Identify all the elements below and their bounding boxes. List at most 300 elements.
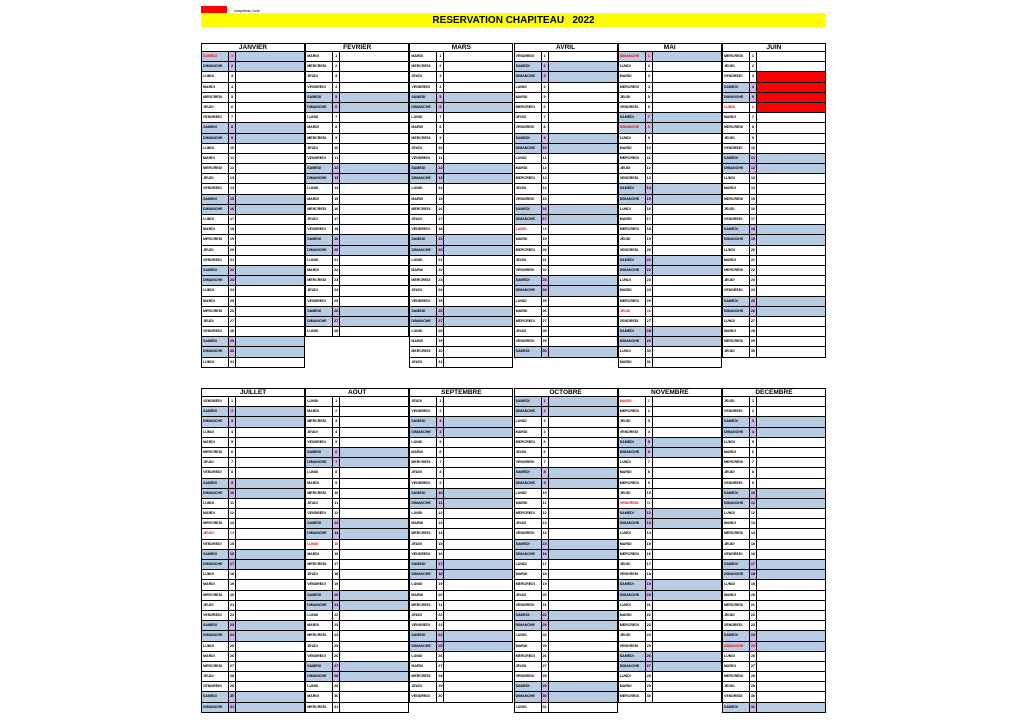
day-row[interactable]: [618, 164, 722, 174]
reservation-cell[interactable]: [653, 144, 721, 153]
day-row[interactable]: [722, 703, 826, 713]
day-row[interactable]: [618, 540, 722, 550]
day-row[interactable]: [201, 337, 305, 347]
reservation-cell[interactable]: [549, 468, 617, 477]
day-row[interactable]: [201, 703, 305, 713]
reservation-cell[interactable]: [340, 144, 408, 153]
day-row[interactable]: [514, 479, 618, 489]
day-row[interactable]: [514, 397, 618, 407]
reservation-cell[interactable]: [549, 134, 617, 143]
day-row[interactable]: [514, 570, 618, 580]
day-row[interactable]: [722, 397, 826, 407]
day-row[interactable]: [618, 195, 722, 205]
reservation-cell[interactable]: [757, 235, 825, 244]
day-row[interactable]: [722, 93, 826, 103]
day-row[interactable]: [201, 286, 305, 296]
day-row[interactable]: [201, 692, 305, 702]
reservation-cell[interactable]: [549, 631, 617, 640]
reservation-cell[interactable]: [757, 448, 825, 457]
day-row[interactable]: [409, 519, 513, 529]
day-row[interactable]: [201, 652, 305, 662]
reservation-cell[interactable]: [340, 266, 408, 275]
reservation-cell[interactable]: [757, 682, 825, 691]
reservation-cell[interactable]: [653, 195, 721, 204]
day-row[interactable]: [722, 266, 826, 276]
reservation-cell[interactable]: [653, 519, 721, 528]
reservation-cell[interactable]: [236, 205, 304, 214]
reservation-cell[interactable]: [757, 297, 825, 306]
reservation-cell[interactable]: [549, 276, 617, 285]
day-row[interactable]: [514, 103, 618, 113]
reservation-cell[interactable]: [757, 113, 825, 122]
reservation-cell[interactable]: [757, 347, 825, 356]
day-row[interactable]: [409, 580, 513, 590]
reservation-cell[interactable]: [444, 570, 512, 579]
reservation-cell[interactable]: [549, 286, 617, 295]
day-row[interactable]: [618, 347, 722, 357]
reservation-cell[interactable]: [340, 83, 408, 92]
reservation-cell[interactable]: [757, 307, 825, 316]
reservation-cell[interactable]: [757, 174, 825, 183]
day-row[interactable]: [305, 83, 409, 93]
day-row[interactable]: [618, 327, 722, 337]
day-row[interactable]: [409, 448, 513, 458]
reservation-cell[interactable]: [236, 479, 304, 488]
day-row[interactable]: [618, 489, 722, 499]
reservation-cell[interactable]: [757, 184, 825, 193]
day-row[interactable]: [201, 123, 305, 133]
reservation-cell[interactable]: [340, 468, 408, 477]
day-row[interactable]: [409, 509, 513, 519]
reservation-cell[interactable]: [653, 458, 721, 467]
day-row[interactable]: [305, 174, 409, 184]
day-row[interactable]: [305, 195, 409, 205]
reservation-cell[interactable]: [549, 692, 617, 701]
day-row[interactable]: [722, 144, 826, 154]
day-row[interactable]: [409, 642, 513, 652]
reservation-cell[interactable]: [653, 621, 721, 630]
reservation-cell[interactable]: [549, 662, 617, 671]
day-row[interactable]: [618, 458, 722, 468]
day-row[interactable]: [618, 174, 722, 184]
reservation-cell[interactable]: [757, 540, 825, 549]
day-row[interactable]: [409, 93, 513, 103]
day-row[interactable]: [201, 235, 305, 245]
reservation-cell[interactable]: [549, 123, 617, 132]
reservation-cell[interactable]: [340, 113, 408, 122]
day-row[interactable]: [514, 52, 618, 62]
day-row[interactable]: [722, 448, 826, 458]
day-row[interactable]: [514, 337, 618, 347]
day-row[interactable]: [722, 62, 826, 72]
day-row[interactable]: [305, 591, 409, 601]
day-row[interactable]: [305, 417, 409, 427]
reservation-cell[interactable]: [340, 256, 408, 265]
day-row[interactable]: [722, 682, 826, 692]
reservation-cell[interactable]: [549, 113, 617, 122]
day-row[interactable]: [201, 540, 305, 550]
reservation-cell[interactable]: [653, 62, 721, 71]
day-row[interactable]: [305, 570, 409, 580]
reservation-cell[interactable]: [444, 358, 512, 367]
reservation-cell[interactable]: [549, 184, 617, 193]
reservation-cell[interactable]: [340, 621, 408, 630]
day-row[interactable]: [514, 692, 618, 702]
reservation-cell[interactable]: [340, 286, 408, 295]
reservation-cell[interactable]: [653, 489, 721, 498]
day-row[interactable]: [514, 307, 618, 317]
reservation-cell[interactable]: [757, 570, 825, 579]
day-row[interactable]: [618, 417, 722, 427]
day-row[interactable]: [201, 134, 305, 144]
day-row[interactable]: [201, 458, 305, 468]
day-row[interactable]: [305, 154, 409, 164]
day-row[interactable]: [722, 164, 826, 174]
day-row[interactable]: [201, 256, 305, 266]
reservation-cell[interactable]: [444, 631, 512, 640]
reservation-cell[interactable]: [340, 205, 408, 214]
day-row[interactable]: [305, 479, 409, 489]
reservation-cell[interactable]: [236, 631, 304, 640]
day-row[interactable]: [514, 134, 618, 144]
reservation-cell[interactable]: [340, 417, 408, 426]
day-row[interactable]: [305, 458, 409, 468]
day-row[interactable]: [305, 529, 409, 539]
day-row[interactable]: [514, 286, 618, 296]
day-row[interactable]: [409, 72, 513, 82]
day-row[interactable]: [722, 297, 826, 307]
reservation-cell[interactable]: [757, 580, 825, 589]
reservation-cell[interactable]: [757, 256, 825, 265]
day-row[interactable]: [722, 479, 826, 489]
reservation-cell[interactable]: [340, 407, 408, 416]
day-row[interactable]: [514, 327, 618, 337]
reservation-cell[interactable]: [653, 327, 721, 336]
reservation-cell[interactable]: [236, 174, 304, 183]
reservation-cell[interactable]: [444, 519, 512, 528]
reservation-cell[interactable]: [236, 184, 304, 193]
day-row[interactable]: [201, 72, 305, 82]
reservation-cell[interactable]: [653, 52, 721, 61]
reservation-cell[interactable]: [236, 246, 304, 255]
reservation-cell[interactable]: [653, 417, 721, 426]
reservation-cell[interactable]: [340, 397, 408, 406]
reservation-cell[interactable]: [549, 297, 617, 306]
reservation-cell[interactable]: [236, 580, 304, 589]
day-row[interactable]: [409, 631, 513, 641]
day-row[interactable]: [201, 164, 305, 174]
reservation-cell[interactable]: [757, 215, 825, 224]
day-row[interactable]: [722, 438, 826, 448]
reservation-cell[interactable]: [549, 317, 617, 326]
day-row[interactable]: [201, 621, 305, 631]
day-row[interactable]: [722, 570, 826, 580]
day-row[interactable]: [201, 489, 305, 499]
reservation-cell[interactable]: [340, 327, 408, 336]
day-row[interactable]: [409, 307, 513, 317]
reservation-cell[interactable]: [757, 560, 825, 569]
reservation-cell[interactable]: [236, 509, 304, 518]
day-row[interactable]: [722, 642, 826, 652]
reservation-cell[interactable]: [340, 62, 408, 71]
reservation-cell[interactable]: [444, 225, 512, 234]
reservation-cell[interactable]: [653, 682, 721, 691]
reservation-cell[interactable]: [549, 560, 617, 569]
day-row[interactable]: [305, 631, 409, 641]
day-row[interactable]: [305, 672, 409, 682]
reservation-cell[interactable]: [444, 83, 512, 92]
reservation-cell[interactable]: [757, 317, 825, 326]
day-row[interactable]: [305, 580, 409, 590]
reservation-cell[interactable]: [757, 266, 825, 275]
reservation-cell[interactable]: [549, 154, 617, 163]
day-row[interactable]: [305, 407, 409, 417]
reservation-cell[interactable]: [653, 184, 721, 193]
reservation-cell[interactable]: [444, 407, 512, 416]
day-row[interactable]: [201, 479, 305, 489]
reservation-cell[interactable]: [757, 144, 825, 153]
day-row[interactable]: [618, 570, 722, 580]
day-row[interactable]: [514, 652, 618, 662]
day-row[interactable]: [514, 225, 618, 235]
day-row[interactable]: [409, 692, 513, 702]
reservation-cell[interactable]: [757, 479, 825, 488]
day-row[interactable]: [722, 417, 826, 427]
reservation-cell[interactable]: [340, 276, 408, 285]
day-row[interactable]: [409, 113, 513, 123]
reservation-cell[interactable]: [757, 72, 825, 81]
day-row[interactable]: [722, 103, 826, 113]
day-row[interactable]: [409, 570, 513, 580]
reservation-cell[interactable]: [444, 489, 512, 498]
day-row[interactable]: [201, 468, 305, 478]
reservation-cell[interactable]: [757, 509, 825, 518]
day-row[interactable]: [722, 235, 826, 245]
day-row[interactable]: [618, 215, 722, 225]
reservation-cell[interactable]: [757, 93, 825, 102]
day-row[interactable]: [514, 154, 618, 164]
reservation-cell[interactable]: [549, 652, 617, 661]
reservation-cell[interactable]: [549, 642, 617, 651]
reservation-cell[interactable]: [236, 397, 304, 406]
day-row[interactable]: [409, 489, 513, 499]
day-row[interactable]: [305, 397, 409, 407]
reservation-cell[interactable]: [757, 692, 825, 701]
day-row[interactable]: [201, 611, 305, 621]
day-row[interactable]: [305, 52, 409, 62]
day-row[interactable]: [409, 317, 513, 327]
day-row[interactable]: [201, 347, 305, 357]
reservation-cell[interactable]: [340, 529, 408, 538]
reservation-cell[interactable]: [236, 652, 304, 661]
reservation-cell[interactable]: [549, 407, 617, 416]
day-row[interactable]: [618, 266, 722, 276]
day-row[interactable]: [722, 246, 826, 256]
day-row[interactable]: [514, 438, 618, 448]
reservation-cell[interactable]: [549, 397, 617, 406]
reservation-cell[interactable]: [549, 347, 617, 356]
reservation-cell[interactable]: [653, 591, 721, 600]
reservation-cell[interactable]: [549, 703, 617, 712]
day-row[interactable]: [201, 397, 305, 407]
day-row[interactable]: [201, 448, 305, 458]
reservation-cell[interactable]: [444, 682, 512, 691]
day-row[interactable]: [722, 601, 826, 611]
reservation-cell[interactable]: [757, 225, 825, 234]
reservation-cell[interactable]: [444, 164, 512, 173]
day-row[interactable]: [514, 417, 618, 427]
reservation-cell[interactable]: [653, 499, 721, 508]
day-row[interactable]: [201, 358, 305, 368]
reservation-cell[interactable]: [549, 458, 617, 467]
reservation-cell[interactable]: [236, 144, 304, 153]
day-row[interactable]: [409, 286, 513, 296]
reservation-cell[interactable]: [653, 154, 721, 163]
reservation-cell[interactable]: [236, 550, 304, 559]
reservation-cell[interactable]: [653, 601, 721, 610]
reservation-cell[interactable]: [340, 134, 408, 143]
day-row[interactable]: [409, 235, 513, 245]
reservation-cell[interactable]: [236, 62, 304, 71]
day-row[interactable]: [305, 307, 409, 317]
day-row[interactable]: [201, 205, 305, 215]
day-row[interactable]: [618, 519, 722, 529]
day-row[interactable]: [201, 601, 305, 611]
reservation-cell[interactable]: [236, 235, 304, 244]
reservation-cell[interactable]: [340, 642, 408, 651]
day-row[interactable]: [722, 692, 826, 702]
day-row[interactable]: [618, 499, 722, 509]
reservation-cell[interactable]: [340, 235, 408, 244]
day-row[interactable]: [201, 154, 305, 164]
reservation-cell[interactable]: [340, 519, 408, 528]
day-row[interactable]: [618, 407, 722, 417]
reservation-cell[interactable]: [236, 519, 304, 528]
reservation-cell[interactable]: [757, 438, 825, 447]
reservation-cell[interactable]: [757, 672, 825, 681]
day-row[interactable]: [618, 72, 722, 82]
day-row[interactable]: [618, 205, 722, 215]
reservation-cell[interactable]: [444, 154, 512, 163]
reservation-cell[interactable]: [340, 297, 408, 306]
day-row[interactable]: [722, 591, 826, 601]
day-row[interactable]: [305, 297, 409, 307]
reservation-cell[interactable]: [653, 83, 721, 92]
day-row[interactable]: [722, 134, 826, 144]
day-row[interactable]: [305, 540, 409, 550]
day-row[interactable]: [618, 468, 722, 478]
reservation-cell[interactable]: [236, 417, 304, 426]
reservation-cell[interactable]: [236, 529, 304, 538]
reservation-cell[interactable]: [444, 692, 512, 701]
reservation-cell[interactable]: [340, 509, 408, 518]
day-row[interactable]: [618, 62, 722, 72]
reservation-cell[interactable]: [444, 347, 512, 356]
day-row[interactable]: [201, 225, 305, 235]
day-row[interactable]: [201, 276, 305, 286]
day-row[interactable]: [514, 195, 618, 205]
reservation-cell[interactable]: [444, 540, 512, 549]
reservation-cell[interactable]: [757, 529, 825, 538]
reservation-cell[interactable]: [757, 337, 825, 346]
reservation-cell[interactable]: [340, 195, 408, 204]
day-row[interactable]: [409, 195, 513, 205]
day-row[interactable]: [201, 93, 305, 103]
day-row[interactable]: [514, 601, 618, 611]
reservation-cell[interactable]: [549, 540, 617, 549]
reservation-cell[interactable]: [757, 499, 825, 508]
reservation-cell[interactable]: [444, 642, 512, 651]
reservation-cell[interactable]: [444, 499, 512, 508]
reservation-cell[interactable]: [549, 62, 617, 71]
day-row[interactable]: [514, 550, 618, 560]
reservation-cell[interactable]: [236, 611, 304, 620]
reservation-cell[interactable]: [236, 703, 304, 712]
day-row[interactable]: [409, 358, 513, 368]
reservation-cell[interactable]: [549, 195, 617, 204]
reservation-cell[interactable]: [236, 347, 304, 356]
day-row[interactable]: [722, 327, 826, 337]
reservation-cell[interactable]: [549, 438, 617, 447]
day-row[interactable]: [722, 286, 826, 296]
reservation-cell[interactable]: [340, 479, 408, 488]
day-row[interactable]: [201, 297, 305, 307]
day-row[interactable]: [722, 83, 826, 93]
reservation-cell[interactable]: [653, 509, 721, 518]
reservation-cell[interactable]: [444, 286, 512, 295]
day-row[interactable]: [305, 225, 409, 235]
reservation-cell[interactable]: [236, 93, 304, 102]
reservation-cell[interactable]: [236, 337, 304, 346]
day-row[interactable]: [514, 317, 618, 327]
reservation-cell[interactable]: [236, 164, 304, 173]
day-row[interactable]: [514, 407, 618, 417]
day-row[interactable]: [305, 184, 409, 194]
reservation-cell[interactable]: [236, 297, 304, 306]
reservation-cell[interactable]: [340, 682, 408, 691]
day-row[interactable]: [409, 83, 513, 93]
day-row[interactable]: [409, 479, 513, 489]
day-row[interactable]: [409, 205, 513, 215]
reservation-cell[interactable]: [757, 458, 825, 467]
day-row[interactable]: [618, 256, 722, 266]
reservation-cell[interactable]: [549, 550, 617, 559]
reservation-cell[interactable]: [444, 256, 512, 265]
day-row[interactable]: [201, 519, 305, 529]
reservation-cell[interactable]: [340, 225, 408, 234]
day-row[interactable]: [618, 317, 722, 327]
day-row[interactable]: [618, 235, 722, 245]
reservation-cell[interactable]: [236, 72, 304, 81]
day-row[interactable]: [722, 580, 826, 590]
day-row[interactable]: [409, 601, 513, 611]
day-row[interactable]: [514, 184, 618, 194]
day-row[interactable]: [409, 529, 513, 539]
day-row[interactable]: [722, 662, 826, 672]
reservation-cell[interactable]: [757, 286, 825, 295]
reservation-cell[interactable]: [340, 540, 408, 549]
day-row[interactable]: [201, 428, 305, 438]
day-row[interactable]: [409, 103, 513, 113]
reservation-cell[interactable]: [757, 631, 825, 640]
day-row[interactable]: [305, 256, 409, 266]
reservation-cell[interactable]: [236, 642, 304, 651]
reservation-cell[interactable]: [236, 621, 304, 630]
day-row[interactable]: [409, 164, 513, 174]
day-row[interactable]: [514, 266, 618, 276]
day-row[interactable]: [305, 276, 409, 286]
reservation-cell[interactable]: [444, 428, 512, 437]
